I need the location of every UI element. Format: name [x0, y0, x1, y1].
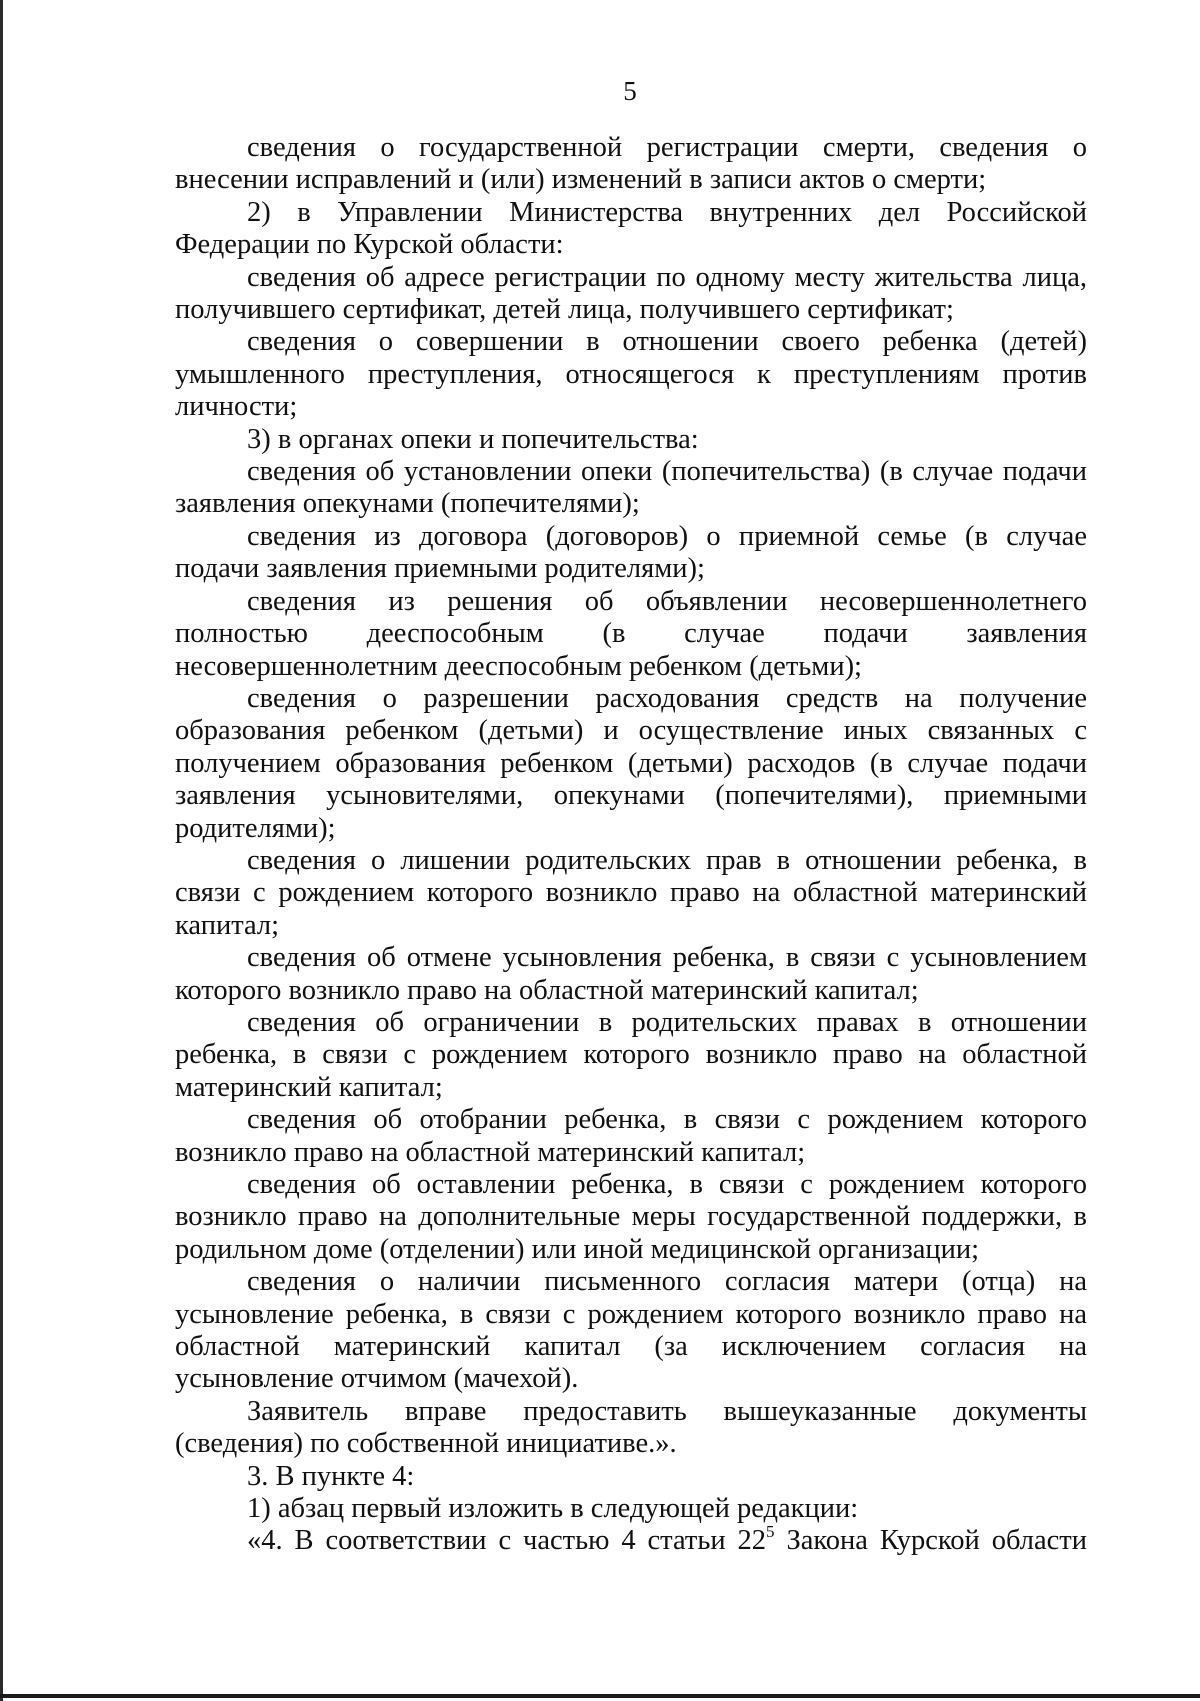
paragraph: сведения об отобрании ребенка, в связи с рождением которого возникло право на областной материнский капитал; [175, 1104, 1087, 1168]
article-superscript: 5 [766, 1521, 775, 1541]
paragraph: 3. В пункте 4: [247, 1460, 415, 1492]
paragraph: сведения об оставлении ребенка, в связи с рождением которого возникло право на дополнительные меры государственной поддержки, в родильном доме (отделении) или иной медицинской организации; [175, 1169, 1087, 1265]
paragraph: сведения об ограничении в родительских правах в отношении ребенка, в связи с рождением которого возникло право на областной материнский капитал; [175, 1006, 1087, 1103]
document-body [175, 132, 1087, 1558]
paragraph: сведения о лишении родительских прав в отношении ребенка, в связи с рождением которого возникло право на областной материнский капитал; [175, 844, 1087, 941]
final-line-end: Закона Курской области [774, 1525, 1088, 1557]
paragraph: сведения о разрешении расходования средств на получение образования ребенком (детьми) и осуществление иных связанных с получением образования ребенком (детьми) расходов (в случае подачи заявления усыновителями, опекунами (попечителями), приемными родителями); [175, 682, 1087, 844]
final-line-start: «4. В соответствии с частью 4 статьи 22 [247, 1525, 767, 1557]
paragraph: сведения из договора (договоров) о приемной семье (в случае подачи заявления приемными родителями); [175, 520, 1087, 585]
paragraph: сведения об адресе регистрации по одному месту жительства лица, получившего сертификат, детей лица, получившего сертификат; [175, 261, 1087, 326]
scan-edge-left [0, 0, 3, 1701]
paragraph-continued [175, 1521, 1088, 1557]
paragraph: сведения об отмене усыновления ребенка, в связи с усыновлением которого возникло право на областной материнский капитал; [175, 942, 1087, 1006]
paragraph: 3) в органах опеки и попечительства: [247, 423, 699, 455]
paragraph: сведения о совершении в отношении своего ребенка (детей) умышленного преступления, относящегося к преступлениям против личности; [175, 326, 1087, 423]
scan-edge-bottom [0, 1694, 1200, 1698]
paragraph: 2) в Управлении Министерства внутренних дел Российской Федерации по Курской области: [175, 196, 1087, 261]
paragraph: сведения о государственной регистрации смерти, сведения о внесении исправлений и (или) изменений в записи актов о смерти; [175, 132, 1087, 196]
paragraph: сведения о наличии письменного согласия матери (отца) на усыновление ребенка, в связи с рождением которого возникло право на областной материнский капитал (за исключением согласия на усыновление отчимом (мачехой). [175, 1266, 1087, 1395]
paragraph: Заявитель вправе предоставить вышеуказанные документы (сведения) по собственной инициативе.». [175, 1395, 1087, 1460]
paragraph: 1) абзац первый изложить в следующей редакции: [247, 1493, 859, 1525]
page-number: 5 [623, 76, 637, 106]
paragraph: сведения из решения об объявлении несовершеннолетнего полностью дееспособным (в случае подачи заявления несовершеннолетним дееспособным ребенком (детьми); [175, 585, 1087, 682]
paragraph: сведения об установлении опеки (попечительства) (в случае подачи заявления опекунами (попечителями); [175, 456, 1087, 520]
